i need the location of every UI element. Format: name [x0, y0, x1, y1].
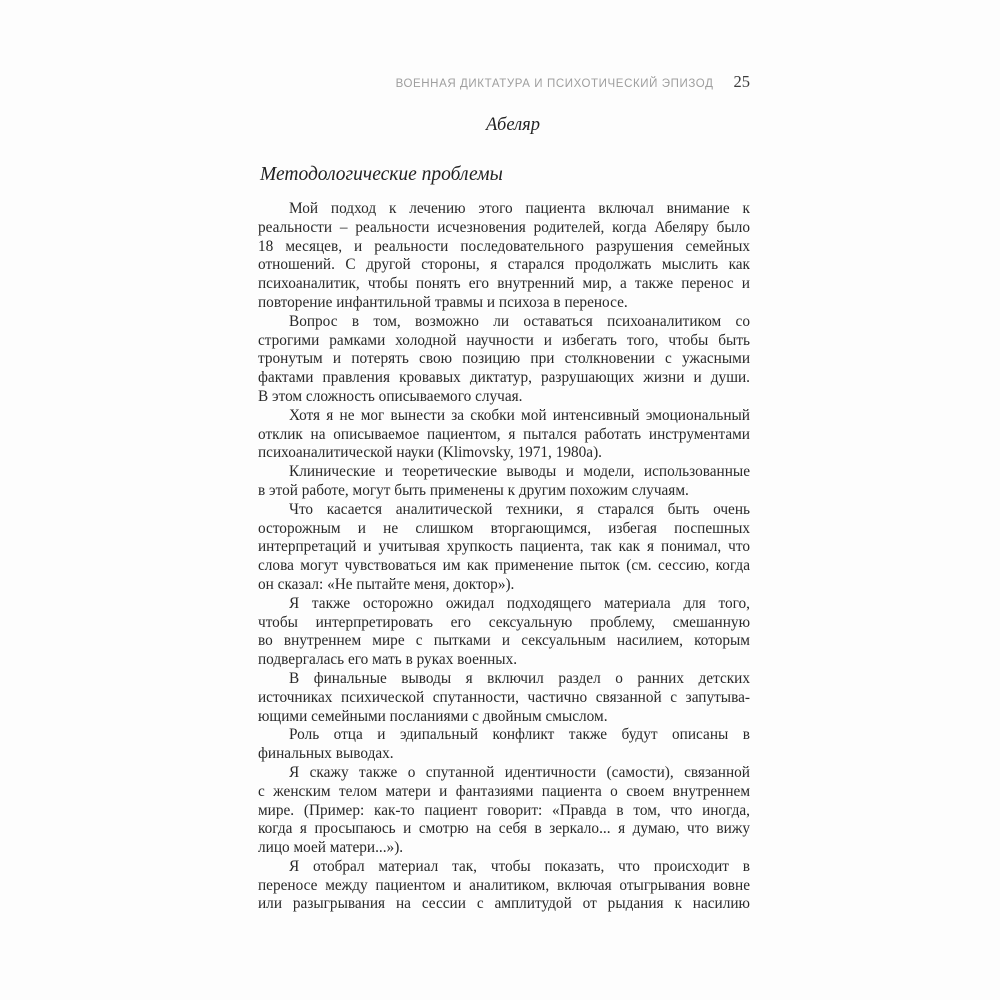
running-header: [258, 72, 750, 92]
text-line: Я скажу также о спутанной идентичности (самости), связанной: [289, 763, 750, 781]
text-line: психоаналитик, чтобы понять его внутренний мир, а также перенос и: [258, 275, 750, 293]
text-line: Что касается аналитической техники, я старался быть очень: [289, 500, 750, 518]
chapter-title: Абеляр: [486, 115, 540, 135]
text-line: тронутым и потерять свою позицию при столкновении с ужасными: [258, 350, 750, 368]
text-line: подвергалась его мать в руках военных.: [258, 651, 518, 669]
text-line: Клинические и теоретические выводы и модели, использованные: [289, 463, 750, 481]
text-line: лицо моей матери...»).: [258, 839, 404, 857]
paragraph: [258, 407, 750, 463]
text-line: отклик на описываемое пациентом, я пытался работать инструментами: [258, 425, 750, 443]
paragraph: [258, 670, 750, 726]
text-line: строгими рамками холодной научности и избегать того, чтобы быть: [258, 331, 750, 349]
page-number: 25: [733, 72, 750, 91]
text-line: источниках психической спутанности, частично связанной с запутыва-: [258, 688, 750, 706]
text-line: мире. (Пример: как-то пациент говорит: «Правда в том, что иногда,: [258, 801, 750, 819]
text-line: отношений. С другой стороны, я старался продолжать мыслить как: [258, 256, 750, 274]
paragraph: [258, 858, 750, 914]
text-line: повторение инфантильной травмы и психоза в переносе.: [258, 293, 628, 311]
paragraph: [258, 595, 750, 670]
body-text: [258, 200, 750, 914]
text-line: Вопрос в том, возможно ли оставаться психоаналитиком со: [289, 312, 750, 330]
text-line: когда я просыпаюсь и смотрю на себя в зеркало... я думаю, что вижу: [258, 820, 750, 838]
paragraph: [258, 501, 750, 595]
text-line: фактами правления кровавых диктатур, разрушающих жизни и души.: [258, 369, 750, 387]
paragraph: [258, 764, 750, 858]
text-line: переносе между пациентом и аналитиком, включая отыгрывания вовне: [258, 876, 750, 894]
paragraph: [258, 313, 750, 407]
section-heading: Методологические проблемы: [260, 164, 503, 185]
paragraph: [258, 463, 750, 501]
text-line: чтобы интерпретировать его сексуальную проблему, смешанную: [258, 613, 750, 631]
text-line: В этом сложность описываемого случая.: [258, 387, 523, 405]
text-line: ющими семейными посланиями с двойным смыслом.: [258, 707, 608, 725]
text-line: во внутреннем мире с пытками и сексуальным насилием, которым: [258, 632, 750, 650]
text-line: психоаналитической науки (Klimovsky, 1971, 1980a).: [258, 444, 603, 462]
text-line: реальности – реальности исчезновения родителей, когда Абеляру было: [258, 218, 750, 236]
text-line: Хотя я не мог вынести за скобки мой интенсивный эмоциональный: [289, 406, 750, 424]
text-line: В финальные выводы я включил раздел о ранних детских: [289, 669, 750, 687]
paragraph: [258, 726, 750, 764]
text-line: осторожным и не слишком вторгающимся, избегая поспешных: [258, 519, 750, 537]
text-line: 18 месяцев, и реальности последовательного разрушения семейных: [258, 237, 750, 255]
paragraph: [258, 200, 750, 313]
text-line: слова могут чувствоваться им как применение пыток (см. сессию, когда: [258, 557, 750, 575]
text-line: Мой подход к лечению этого пациента включал внимание к: [289, 200, 750, 217]
text-line: он сказал: «Не пытайте меня, доктор»).: [258, 575, 515, 593]
text-line: Я также осторожно ожидал подходящего материала для того,: [289, 594, 750, 612]
text-line: интерпретаций и учитывая хрупкость пациента, так как я понимал, что: [258, 538, 750, 556]
text-line: с женским телом матери и фантазиями пациента о своем внутреннем: [258, 782, 750, 800]
text-line: финальных выводах.: [258, 745, 394, 763]
text-line: в этой работе, могут быть применены к другим похожим случаям.: [258, 481, 689, 499]
running-header-title: ВОЕННАЯ ДИКТАТУРА И ПСИХОТИЧЕСКИЙ ЭПИЗОД: [395, 78, 714, 90]
text-line: или разыгрывания на сессии с амплитудой от рыдания к насилию: [258, 895, 750, 913]
text-line: Роль отца и эдипальный конфликт также будут описаны в: [289, 726, 750, 744]
text-line: Я отобрал материал так, чтобы показать, что происходит в: [289, 857, 750, 875]
